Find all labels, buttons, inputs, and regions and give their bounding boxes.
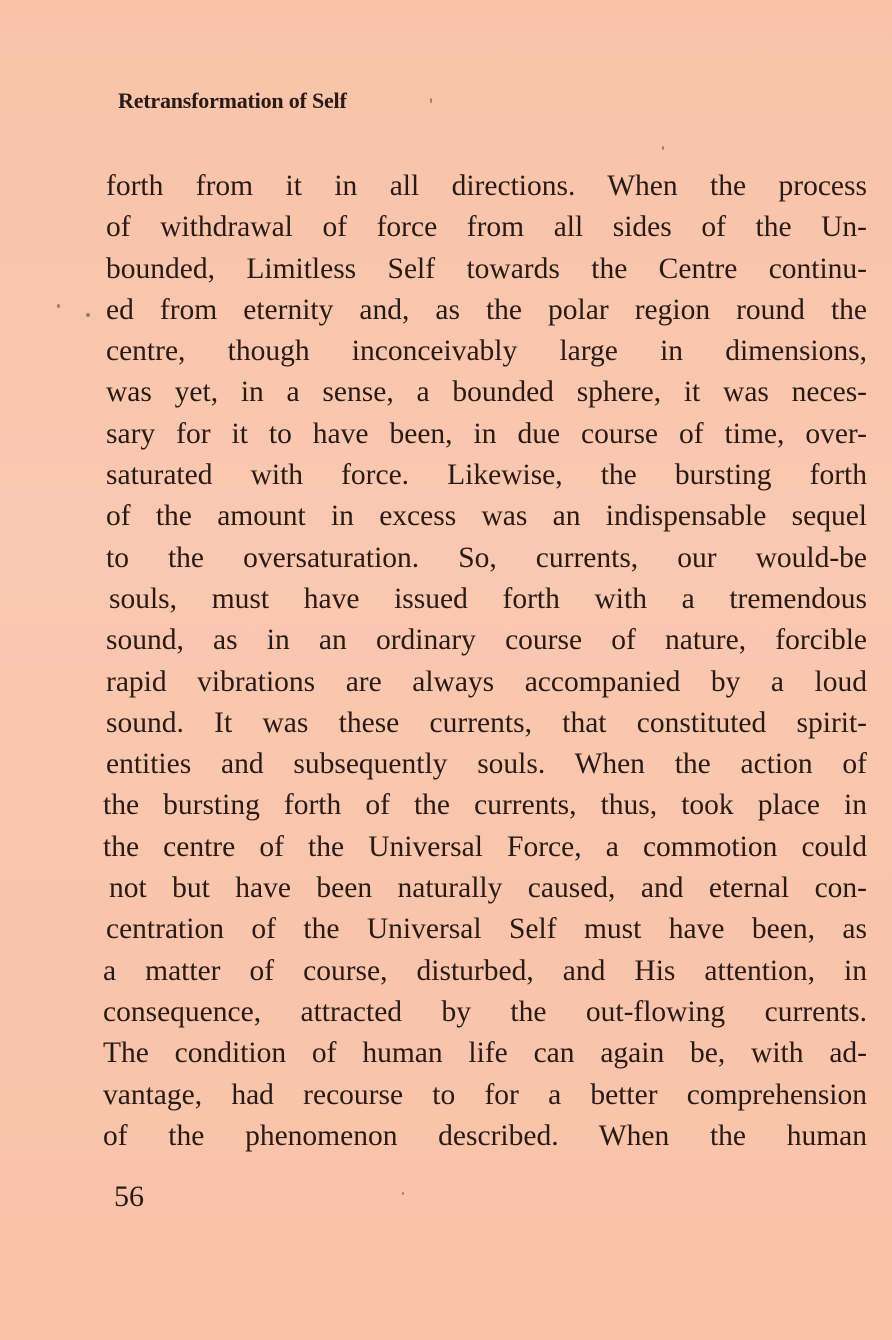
text-line: of the phenomenon described. When the human	[103, 1119, 867, 1152]
running-head: Retransformation of Self	[118, 88, 347, 113]
speck-mark	[57, 304, 60, 308]
text-line: centre, though inconceivably large in dimensions,	[106, 335, 867, 368]
page-number: 56	[114, 1180, 144, 1213]
body-text	[103, 166, 867, 1157]
text-line: the centre of the Universal Force, a commotion could	[103, 830, 867, 863]
text-line: sound, as in an ordinary course of nature, forcible	[106, 624, 867, 657]
speck-mark	[430, 98, 432, 103]
text-line: centration of the Universal Self must have been, as	[106, 913, 867, 946]
text-line: of the amount in excess was an indispensable sequel	[106, 500, 867, 533]
text-line: entities and subsequently souls. When the action of	[106, 748, 867, 781]
text-line: to the oversaturation. So, currents, our would-be	[106, 541, 867, 574]
text-line: souls, must have issued forth with a tremendous	[109, 582, 867, 615]
text-line: forth from it in all directions. When the process	[106, 170, 867, 202]
text-line: bounded, Limitless Self towards the Centre continu-	[106, 252, 867, 285]
text-line: ed from eternity and, as the polar region round the	[106, 293, 867, 326]
text-line: rapid vibrations are always accompanied by a loud	[106, 665, 867, 698]
text-line: a matter of course, disturbed, and His attention, in	[103, 954, 867, 987]
speck-mark	[662, 146, 664, 150]
text-line: sound. It was these currents, that constituted spirit-	[106, 706, 867, 739]
text-line: saturated with force. Likewise, the bursting forth	[106, 459, 867, 492]
text-line: the bursting forth of the currents, thus, took place in	[103, 789, 867, 822]
text-line: The condition of human life can again be, with ad-	[103, 1037, 867, 1070]
text-line: sary for it to have been, in due course of time, over-	[106, 417, 867, 450]
speck-mark	[86, 313, 90, 317]
text-line: not but have been naturally caused, and eternal con-	[109, 872, 867, 905]
speck-mark	[402, 1192, 404, 1195]
text-line: consequence, attracted by the out-flowing currents.	[103, 995, 867, 1028]
text-line: of withdrawal of force from all sides of the Un-	[106, 211, 867, 244]
text-line: was yet, in a sense, a bounded sphere, it was neces-	[106, 376, 867, 409]
text-line: vantage, had recourse to for a better comprehension	[103, 1078, 867, 1111]
